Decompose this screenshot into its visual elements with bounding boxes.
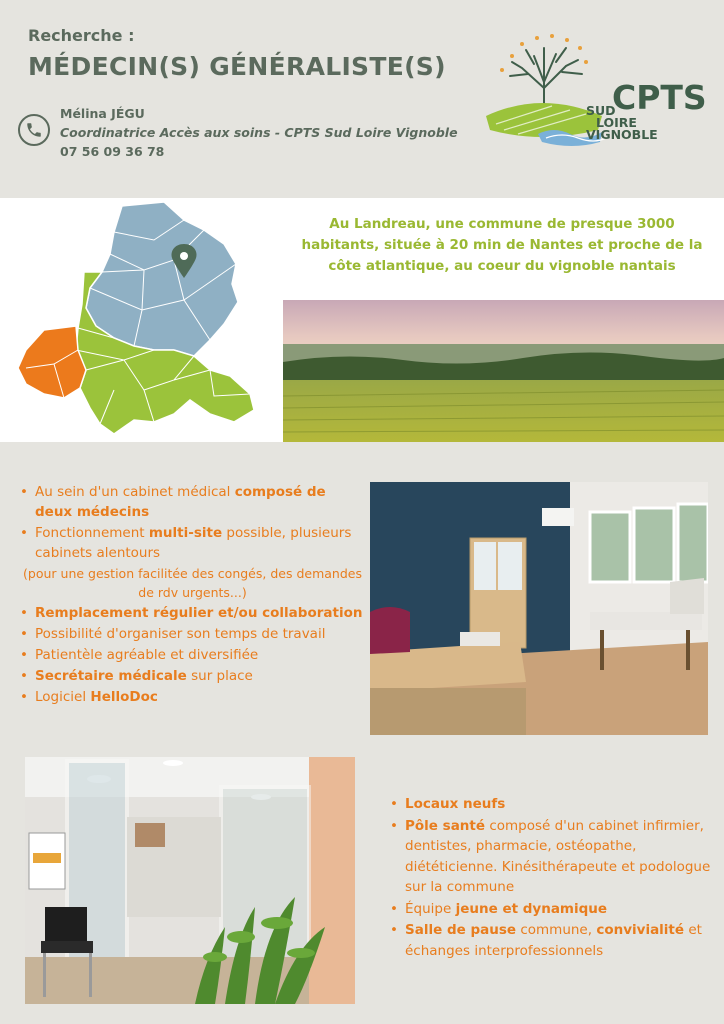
consultation-office-photo xyxy=(370,482,708,735)
offer-list xyxy=(20,482,365,708)
list-item xyxy=(390,794,720,815)
list-item xyxy=(20,624,365,644)
waiting-room-photo xyxy=(25,757,355,1004)
list-item-text: Logiciel xyxy=(35,689,91,705)
contact-block xyxy=(60,104,458,161)
offer-bullets xyxy=(20,482,365,707)
list-item xyxy=(20,564,365,602)
list-item xyxy=(20,482,365,522)
list-item xyxy=(390,816,720,898)
list-item-text: convivialité xyxy=(596,922,685,938)
facilities-list xyxy=(390,794,720,962)
vineyard-landscape-photo xyxy=(283,300,724,442)
territory-map xyxy=(14,200,270,440)
contact-phone[interactable]: 07 56 09 36 78 xyxy=(60,144,165,159)
logo-sub-line1: SUD xyxy=(586,103,616,118)
facilities-bullets xyxy=(390,794,720,961)
list-item-text: Fonctionnement xyxy=(35,525,149,541)
list-item xyxy=(390,920,720,961)
list-item-text: composé de deux médecins xyxy=(35,484,326,520)
contact-role: Coordinatrice Accès aux soins - CPTS Sud Loire Vignoble xyxy=(60,125,458,140)
intro-text: Au Landreau, une commune de presque 3000 habitants, située à 20 min de Nantes et proche de la côte atlantique, au coeur du vignoble nantais xyxy=(301,216,703,274)
list-item-text: HelloDoc xyxy=(90,689,158,705)
list-item-text: Pôle santé xyxy=(405,817,486,834)
list-item-text: Secrétaire médicale xyxy=(35,668,187,684)
logo-subtitle xyxy=(586,105,658,141)
list-item-text: Salle de pause xyxy=(405,922,517,938)
logo-sub-line3: VIGNOBLE xyxy=(586,127,658,142)
list-item-text: Patientèle agréable et diversifiée xyxy=(35,647,259,663)
logo-sub-line2: LOIRE xyxy=(596,115,637,130)
header xyxy=(0,0,724,198)
list-item-text: Équipe xyxy=(405,900,456,917)
list-item-text: Remplacement régulier et/ou collaboration xyxy=(35,605,363,621)
list-item-text: Possibilité d'organiser son temps de travail xyxy=(35,626,326,642)
list-item-text: commune, xyxy=(516,922,597,938)
phone-icon xyxy=(18,114,50,146)
list-item xyxy=(20,687,365,707)
list-item-text: jeune et dynamique xyxy=(455,900,608,917)
list-item-text: et échanges interprofessionnels xyxy=(405,922,702,959)
page-title: MÉDECIN(S) GÉNÉRALISTE(S) xyxy=(28,52,446,81)
list-item xyxy=(390,899,720,920)
list-item-text: composé d'un cabinet infirmier, dentistes, pharmacie, ostéopathe, diététicienne. Kinésithérapeute et podologue sur la commune xyxy=(405,817,711,895)
list-item-text: (pour une gestion facilitée des congés, des demandes de rdv urgents...) xyxy=(23,566,362,600)
list-item-text: sur place xyxy=(186,668,253,684)
list-item-text: Locaux neufs xyxy=(405,796,506,812)
list-item-text: possible, plusieurs cabinets alentours xyxy=(35,525,352,561)
list-item-text: multi-site xyxy=(148,525,223,541)
list-item-text: Au sein d'un cabinet médical xyxy=(35,484,235,500)
list-item xyxy=(20,523,365,563)
list-item xyxy=(20,645,365,665)
list-item xyxy=(20,666,365,686)
logo-cpts-text: CPTS xyxy=(612,78,707,117)
contact-name: Mélina JÉGU xyxy=(60,106,145,121)
recherche-label: Recherche : xyxy=(28,26,135,45)
list-item xyxy=(20,603,365,623)
